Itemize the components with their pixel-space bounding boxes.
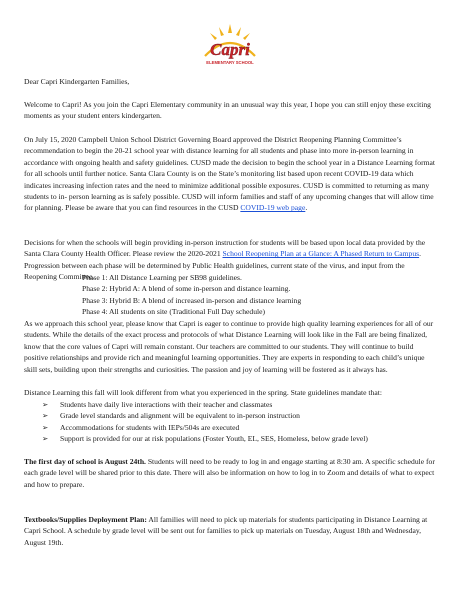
arrow-bullet-icon: ➢ xyxy=(42,411,49,421)
phase-item: Phase 3: Hybrid B: A blend of increased in-person and distance learning xyxy=(82,295,302,305)
list-item-text: Accommodations for students with IEPs/504s are executed xyxy=(60,422,240,432)
textbooks-text: All families will need to pick up materials for students participating in Distance Learning at Capri School. A schedule by grade level will be sent out for families to pick up materials on Tuesday, August 18th and Wednesday, August 19th. xyxy=(24,515,428,547)
textbooks-paragraph xyxy=(24,514,436,548)
district-paragraph xyxy=(24,134,436,214)
list-item-text: Students have daily live interactions with their teacher and classmates xyxy=(60,400,273,409)
arrow-bullet-icon: ➢ xyxy=(42,422,49,432)
distance-intro: Distance Learning this fall will look different from what you experienced in the spring. State guidelines mandate that: xyxy=(24,388,382,397)
phases-list xyxy=(24,272,436,318)
phase-item: Phase 2: Hybrid A: A blend of some in-person and distance learning. xyxy=(82,284,291,294)
district-text: On July 15, 2020 Campbell Union School District Governing Board approved the District Reopening Planning Committee’s recommendation to begin the 20-21 school year with distance learning for all students and phase into more in-person learning in accordance with ongoing health and safety guidelines. CUSD made the decision to begin the school year in a Distance Learning format for all schools until further notice. Santa Clara County is on the State’s monitoring list based upon recent COVID-19 data which indicates increasing infection rates and the need to minimize additional possible exposures. CUSD is committed to returning as many students to in- person learning as is safely possible. CUSD will inform families and staff of any upcoming changes that will allow time for planning. Please be aware that you can find resources in the CUSD xyxy=(24,135,435,213)
first-day-paragraph xyxy=(24,456,436,490)
list-item xyxy=(24,433,436,444)
logo-wordmark: Capri xyxy=(210,40,250,59)
list-item-text: Support is provided for our at risk populations (Foster Youth, EL, SES, Homeless, below grade level) xyxy=(60,434,368,444)
capri-logo-graphic xyxy=(197,22,263,68)
sun-rays-icon xyxy=(210,24,250,40)
guidelines-list xyxy=(24,399,436,445)
list-item xyxy=(24,422,436,433)
welcome-paragraph: Welcome to Capri! As you join the Capri Elementary community in an unusual way this year, I hope you can still enjoy these exciting moments as your student enters kindergarten. xyxy=(24,100,431,121)
phased-return-link[interactable]: School Reopening Plan at a Glance: A Phased Return to Campus xyxy=(222,249,420,259)
list-item-text: Grade level standards and alignment will be equivalent to in-person instruction xyxy=(60,411,300,421)
decisions-text-end: . Progression between each phase will be determined by Public Health guidelines, current state of the virus, and input from the Reopening Committee. xyxy=(24,249,421,282)
salutation: Dear Capri Kindergarten Families, xyxy=(24,77,130,86)
approach-paragraph: As we approach this school year, please know that Capri is eager to continue to provide high quality learning experiences for all of our students. While the details of the exact process and protocols of what Distance Learning will look like in the Fall are being finalized, know that the core values of Capri will remain constant. Our teachers are committed to our students. They will continue to build positive relationships and provide rich and meaningful learning opportunities. They are experts in responding to each child’s unique skill sets, building upon their strengths and curiosities. The passion and joy of learning will be fostered as it always has. xyxy=(24,319,434,374)
list-item xyxy=(24,410,436,421)
list-item xyxy=(24,399,436,410)
first-day-text: Students will need to be ready to log in and engage starting at 8:30 am. A specific schedule for each grade level will be shared prior to this date. There will also be information on how to log in to Zoom and details of what to expect and how to prepare. xyxy=(24,457,435,489)
covid-web-page-link[interactable]: COVID-19 web page xyxy=(240,203,306,213)
phase-item: Phase 1: All Distance Learning per SB98 guidelines. xyxy=(82,273,242,282)
first-day-heading: The first day of school is August 24th. xyxy=(24,457,146,466)
phase-item: Phase 4: All students on site (Traditional Full Day schedule) xyxy=(82,307,266,317)
arrow-bullet-icon: ➢ xyxy=(42,400,49,409)
textbooks-heading: Textbooks/Supplies Deployment Plan: xyxy=(24,515,147,524)
district-period: . xyxy=(305,203,308,213)
decisions-text-start: Decisions for when the schools will begin providing in-person instruction for students will be based upon local data provided by the Santa Clara County Health Officer. Please review the 2020-2021 xyxy=(24,238,426,259)
logo-subtitle: ELEMENTARY SCHOOL xyxy=(206,60,254,65)
capri-logo xyxy=(197,22,263,68)
arrow-bullet-icon: ➢ xyxy=(42,434,49,444)
